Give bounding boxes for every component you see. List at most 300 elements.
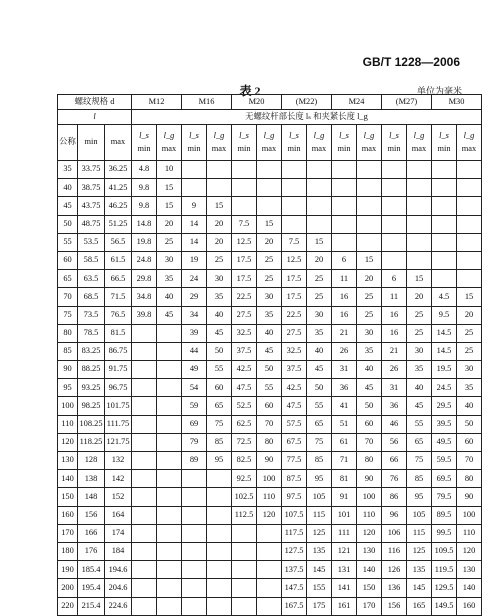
table-cell xyxy=(382,179,407,197)
table-cell: 83.25 xyxy=(78,342,105,360)
size-header-row xyxy=(58,95,482,110)
table-cell: 137.5 xyxy=(282,561,307,579)
table-cell: 15 xyxy=(257,215,282,233)
table-cell: 91 xyxy=(332,488,357,506)
table-cell: 102.5 xyxy=(232,488,257,506)
table-cell: 25 xyxy=(307,288,332,306)
table-cell xyxy=(132,579,157,597)
table-cell xyxy=(157,561,182,579)
table-cell: 6 xyxy=(332,251,357,269)
table-cell: 60 xyxy=(257,397,282,415)
table-cell: 19.8 xyxy=(132,233,157,251)
table-cell: 45 xyxy=(207,324,232,342)
table-cell: 25 xyxy=(207,251,232,269)
table-cell xyxy=(432,161,457,179)
table-cell: 161 xyxy=(332,597,357,615)
table-cell: 37.5 xyxy=(232,342,257,360)
table-cell: 85 xyxy=(307,452,332,470)
table-cell: 25 xyxy=(307,270,332,288)
table-cell: 90 xyxy=(58,361,78,379)
table-row xyxy=(58,197,482,215)
table-cell: 120 xyxy=(357,524,382,542)
table-cell: 204.6 xyxy=(105,579,132,597)
table-cell: 110 xyxy=(357,506,382,524)
table-cell xyxy=(157,324,182,342)
table-cell: 185.4 xyxy=(78,561,105,579)
table-cell: 120 xyxy=(457,542,482,560)
table-cell: 100 xyxy=(58,397,78,415)
table-cell: 50 xyxy=(307,379,332,397)
sub-header-cell: l_s min xyxy=(382,125,407,161)
table-cell: 72.5 xyxy=(232,433,257,451)
table-cell: 92.5 xyxy=(232,470,257,488)
thread-spec-label: 螺纹规格 d xyxy=(58,95,132,110)
table-cell xyxy=(157,579,182,597)
table-cell: 142 xyxy=(105,470,132,488)
table-cell: 80 xyxy=(257,433,282,451)
table-cell: 220 xyxy=(58,597,78,615)
table-cell: 30 xyxy=(157,251,182,269)
table-cell: 86 xyxy=(382,488,407,506)
table-cell xyxy=(332,179,357,197)
table-cell xyxy=(132,415,157,433)
table-cell xyxy=(132,361,157,379)
table-cell: 195.4 xyxy=(78,579,105,597)
table-cell: 12.5 xyxy=(232,233,257,251)
size-m27: (M27) xyxy=(382,95,432,110)
table-cell: 25 xyxy=(357,306,382,324)
table-cell: 35 xyxy=(407,361,432,379)
table-cell xyxy=(207,470,232,488)
table-cell xyxy=(382,215,407,233)
table-cell: 69 xyxy=(182,415,207,433)
table-cell: 61.5 xyxy=(105,251,132,269)
table-cell: 15 xyxy=(157,197,182,215)
table-cell: 167.5 xyxy=(282,597,307,615)
table-cell xyxy=(457,197,482,215)
table-cell xyxy=(432,215,457,233)
table-cell xyxy=(357,161,382,179)
table-cell: 21 xyxy=(382,342,407,360)
table-cell: 194.6 xyxy=(105,561,132,579)
table-cell: 140 xyxy=(58,470,78,488)
table-cell: 35 xyxy=(207,288,232,306)
table-cell: 127.5 xyxy=(282,542,307,560)
table-cell: 24.5 xyxy=(432,379,457,397)
sub-header-cell: l_s min xyxy=(232,125,257,161)
sub-header-cell: l_s min xyxy=(432,125,457,161)
table-cell xyxy=(282,161,307,179)
table-cell: 17.5 xyxy=(282,270,307,288)
table-cell: 80 xyxy=(457,470,482,488)
table-cell: 145 xyxy=(407,579,432,597)
table-cell: 38.75 xyxy=(78,179,105,197)
table-cell: 20 xyxy=(407,288,432,306)
table-cell xyxy=(432,197,457,215)
table-cell xyxy=(457,161,482,179)
table-cell: 81.5 xyxy=(105,324,132,342)
table-cell: 75 xyxy=(58,306,78,324)
table-cell: 78.5 xyxy=(78,324,105,342)
table-cell: 21 xyxy=(332,324,357,342)
table-cell: 27.5 xyxy=(282,324,307,342)
table-cell: 30 xyxy=(307,306,332,324)
table-cell: 12.5 xyxy=(282,251,307,269)
table-cell: 85 xyxy=(207,433,232,451)
table-cell: 9.8 xyxy=(132,179,157,197)
table-cell: 20 xyxy=(457,306,482,324)
table-cell xyxy=(332,197,357,215)
table-cell: 35 xyxy=(58,161,78,179)
table-cell xyxy=(432,270,457,288)
table-cell xyxy=(332,233,357,251)
table-cell: 30 xyxy=(357,324,382,342)
table-cell: 40 xyxy=(157,288,182,306)
table-cell: 150 xyxy=(357,579,382,597)
table-cell: 32.5 xyxy=(232,324,257,342)
table-cell: 31 xyxy=(382,379,407,397)
table-cell: 35 xyxy=(157,270,182,288)
table-row xyxy=(58,251,482,269)
table-cell: 36.25 xyxy=(105,161,132,179)
table-cell xyxy=(232,161,257,179)
size-m30: M30 xyxy=(432,95,482,110)
length-symbol: l xyxy=(58,110,132,125)
table-cell xyxy=(232,579,257,597)
table-cell: 53.5 xyxy=(78,233,105,251)
table-cell: 63.5 xyxy=(78,270,105,288)
table-cell: 105 xyxy=(407,506,432,524)
table-cell xyxy=(407,233,432,251)
table-cell: 174 xyxy=(105,524,132,542)
sub-header-cell: l_s min xyxy=(182,125,207,161)
sub-header-cell: l_s min xyxy=(332,125,357,161)
table-cell: 97.5 xyxy=(282,488,307,506)
table-cell: 50 xyxy=(357,397,382,415)
table-cell xyxy=(132,506,157,524)
table-cell: 129.5 xyxy=(432,579,457,597)
table-row xyxy=(58,270,482,288)
table-cell: 16 xyxy=(332,288,357,306)
table-cell xyxy=(207,488,232,506)
table-cell: 82.5 xyxy=(232,452,257,470)
table-cell: 150 xyxy=(58,488,78,506)
table-cell: 93.25 xyxy=(78,379,105,397)
table-cell: 55 xyxy=(307,397,332,415)
table-cell: 40 xyxy=(357,361,382,379)
table-cell xyxy=(157,597,182,615)
table-cell xyxy=(457,215,482,233)
table-cell xyxy=(157,361,182,379)
table-cell xyxy=(182,470,207,488)
length-header-row xyxy=(58,110,482,125)
table-cell xyxy=(457,179,482,197)
sub-header-cell: max xyxy=(105,125,132,161)
table-cell xyxy=(232,561,257,579)
table-cell: 20 xyxy=(357,270,382,288)
table-cell xyxy=(132,379,157,397)
table-cell: 20 xyxy=(207,233,232,251)
table-cell: 107.5 xyxy=(282,506,307,524)
table-cell: 27.5 xyxy=(232,306,257,324)
table-cell: 165 xyxy=(407,597,432,615)
table-cell xyxy=(232,597,257,615)
table-cell: 20 xyxy=(157,215,182,233)
table-cell: 100 xyxy=(257,470,282,488)
table-cell: 22.5 xyxy=(282,306,307,324)
table-cell: 25 xyxy=(357,288,382,306)
table-cell xyxy=(132,597,157,615)
table-cell: 77.5 xyxy=(282,452,307,470)
table-cell xyxy=(207,561,232,579)
table-cell xyxy=(307,179,332,197)
table-cell xyxy=(157,415,182,433)
table-cell: 40 xyxy=(58,179,78,197)
table-cell: 215.4 xyxy=(78,597,105,615)
table-cell xyxy=(157,397,182,415)
table-cell: 145 xyxy=(307,561,332,579)
table-cell xyxy=(132,524,157,542)
sub-header-cell: l_g max xyxy=(407,125,432,161)
table-cell: 55 xyxy=(407,415,432,433)
table-cell xyxy=(182,179,207,197)
table-cell xyxy=(207,506,232,524)
table-cell xyxy=(182,579,207,597)
table-cell: 115 xyxy=(307,506,332,524)
table-cell xyxy=(257,542,282,560)
table-cell xyxy=(132,470,157,488)
table-cell: 101 xyxy=(332,506,357,524)
table-cell xyxy=(157,452,182,470)
table-cell: 160 xyxy=(457,597,482,615)
table-cell: 39.5 xyxy=(432,415,457,433)
table-cell xyxy=(207,524,232,542)
table-cell: 160 xyxy=(58,506,78,524)
table-cell xyxy=(182,524,207,542)
table-cell: 16 xyxy=(382,306,407,324)
table-cell: 40 xyxy=(207,306,232,324)
table-cell: 36 xyxy=(332,379,357,397)
table-cell: 39 xyxy=(182,324,207,342)
table-cell: 15 xyxy=(307,233,332,251)
table-cell xyxy=(307,215,332,233)
table-cell xyxy=(382,251,407,269)
table-cell: 90 xyxy=(257,452,282,470)
table-row xyxy=(58,233,482,251)
table-cell xyxy=(232,542,257,560)
size-m12: M12 xyxy=(132,95,182,110)
table-cell xyxy=(207,597,232,615)
table-cell: 65 xyxy=(207,397,232,415)
table-row xyxy=(58,324,482,342)
table-row xyxy=(58,379,482,397)
table-cell xyxy=(132,488,157,506)
table-row xyxy=(58,161,482,179)
table-row xyxy=(58,288,482,306)
table-cell: 170 xyxy=(58,524,78,542)
table-cell: 85 xyxy=(407,470,432,488)
table-cell xyxy=(132,561,157,579)
table-cell xyxy=(132,324,157,342)
table-cell: 66 xyxy=(382,452,407,470)
table-cell: 116 xyxy=(382,542,407,560)
table-cell: 140 xyxy=(457,579,482,597)
table-cell: 96 xyxy=(382,506,407,524)
table-cell: 10 xyxy=(157,161,182,179)
table-cell: 75 xyxy=(407,452,432,470)
table-cell: 135 xyxy=(407,561,432,579)
table-cell: 170 xyxy=(357,597,382,615)
table-cell: 50 xyxy=(257,361,282,379)
table-cell: 65 xyxy=(307,415,332,433)
table-cell xyxy=(257,161,282,179)
table-cell: 70 xyxy=(58,288,78,306)
table-cell: 149.5 xyxy=(432,597,457,615)
table-cell: 25 xyxy=(457,342,482,360)
table-cell xyxy=(157,470,182,488)
table-cell: 35 xyxy=(357,342,382,360)
table-cell: 46.25 xyxy=(105,197,132,215)
table-cell xyxy=(182,597,207,615)
table-cell: 69.5 xyxy=(432,470,457,488)
table-cell: 148 xyxy=(78,488,105,506)
table-cell xyxy=(132,342,157,360)
table-cell: 79 xyxy=(182,433,207,451)
table-cell: 29.8 xyxy=(132,270,157,288)
table-cell: 56 xyxy=(382,433,407,451)
table-cell: 30 xyxy=(207,270,232,288)
table-cell: 152 xyxy=(105,488,132,506)
table-cell xyxy=(132,433,157,451)
table-cell: 131 xyxy=(332,561,357,579)
table-cell: 50 xyxy=(58,215,78,233)
table-cell: 24.8 xyxy=(132,251,157,269)
table-cell: 49 xyxy=(182,361,207,379)
table-cell: 118.25 xyxy=(78,433,105,451)
table-cell xyxy=(257,197,282,215)
table-cell: 66.5 xyxy=(105,270,132,288)
table-cell: 15 xyxy=(457,288,482,306)
table-cell: 36 xyxy=(382,397,407,415)
table-cell: 121 xyxy=(332,542,357,560)
table-cell xyxy=(182,542,207,560)
table-cell: 35 xyxy=(307,324,332,342)
table-cell: 95 xyxy=(207,452,232,470)
shank-clamp-length-label: 无螺纹杆部长度 lₛ 和夹紧长度 l_g xyxy=(132,110,482,125)
table-cell xyxy=(232,197,257,215)
table-cell: 59 xyxy=(182,397,207,415)
table-cell xyxy=(407,215,432,233)
table-cell xyxy=(307,161,332,179)
table-cell: 111 xyxy=(332,524,357,542)
table-cell: 30 xyxy=(407,342,432,360)
table-cell: 73.5 xyxy=(78,306,105,324)
table-cell xyxy=(257,597,282,615)
table-cell xyxy=(157,379,182,397)
table-cell: 109.5 xyxy=(432,542,457,560)
table-cell: 88.25 xyxy=(78,361,105,379)
table-cell: 9.8 xyxy=(132,197,157,215)
table-cell: 70 xyxy=(257,415,282,433)
table-row xyxy=(58,397,482,415)
size-m22: (M22) xyxy=(282,95,332,110)
table-cell: 70 xyxy=(357,433,382,451)
table-row xyxy=(58,179,482,197)
sub-header-cell: l_g max xyxy=(457,125,482,161)
table-cell: 106 xyxy=(382,524,407,542)
sub-header-cell: l_s min xyxy=(282,125,307,161)
table-cell: 11 xyxy=(332,270,357,288)
table-cell: 89.5 xyxy=(432,506,457,524)
table-cell: 40 xyxy=(407,379,432,397)
size-m20: M20 xyxy=(232,95,282,110)
table-cell: 60 xyxy=(357,415,382,433)
table-cell: 98.25 xyxy=(78,397,105,415)
table-cell xyxy=(182,161,207,179)
table-cell: 121.75 xyxy=(105,433,132,451)
table-cell: 68.5 xyxy=(78,288,105,306)
table-cell: 25 xyxy=(407,306,432,324)
table-cell xyxy=(307,197,332,215)
table-cell: 96.75 xyxy=(105,379,132,397)
table-cell xyxy=(357,179,382,197)
table-cell xyxy=(182,506,207,524)
table-cell: 132 xyxy=(105,452,132,470)
unit-note: 单位为毫米 xyxy=(416,86,462,96)
table-cell: 19.5 xyxy=(432,361,457,379)
table-cell: 15 xyxy=(357,251,382,269)
table-cell: 50 xyxy=(457,415,482,433)
table-cell: 110 xyxy=(457,524,482,542)
table-cell: 126 xyxy=(382,561,407,579)
table-cell: 95 xyxy=(307,470,332,488)
table-cell: 112.5 xyxy=(232,506,257,524)
table-cell: 25 xyxy=(457,324,482,342)
table-cell: 40 xyxy=(257,324,282,342)
table-cell: 117.5 xyxy=(282,524,307,542)
table-row xyxy=(58,506,482,524)
table-cell: 51.25 xyxy=(105,215,132,233)
table-cell: 7.5 xyxy=(282,233,307,251)
table-cell xyxy=(257,561,282,579)
table-cell: 156 xyxy=(78,506,105,524)
table-cell xyxy=(407,251,432,269)
table-cell: 184 xyxy=(105,542,132,560)
table-cell xyxy=(357,215,382,233)
table-cell: 111.75 xyxy=(105,415,132,433)
table-cell: 17.5 xyxy=(232,251,257,269)
table-row xyxy=(58,561,482,579)
table-cell xyxy=(182,488,207,506)
table-row xyxy=(58,433,482,451)
table-cell: 17.5 xyxy=(282,288,307,306)
table-cell: 180 xyxy=(58,542,78,560)
table-cell: 30 xyxy=(457,361,482,379)
table-cell: 60 xyxy=(58,251,78,269)
table-row xyxy=(58,542,482,560)
table-cell: 90 xyxy=(357,470,382,488)
sub-header-cell: l_g max xyxy=(257,125,282,161)
table-cell xyxy=(457,251,482,269)
sub-header-cell: l_g max xyxy=(307,125,332,161)
table-row xyxy=(58,597,482,615)
table-cell: 119.5 xyxy=(432,561,457,579)
table-cell xyxy=(257,579,282,597)
table-cell: 15 xyxy=(157,179,182,197)
table-cell: 15 xyxy=(407,270,432,288)
table-cell: 67.5 xyxy=(282,433,307,451)
table-cell: 80 xyxy=(357,452,382,470)
